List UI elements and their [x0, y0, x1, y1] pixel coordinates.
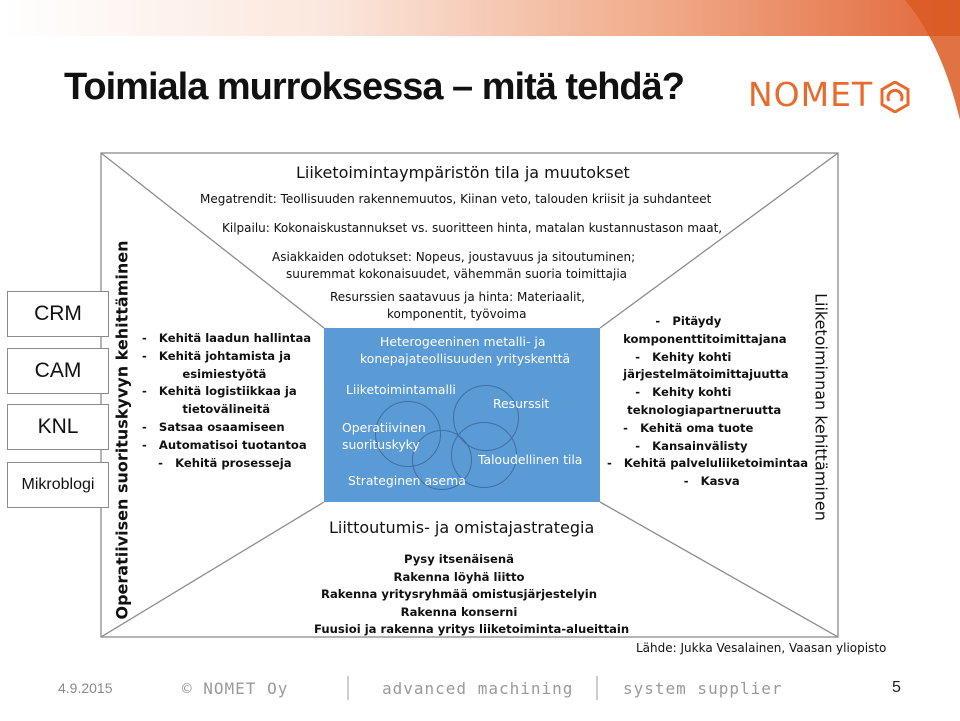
- resources-availability-line2: komponentit, työvoima: [387, 307, 527, 321]
- logo-wordmark: NOMET: [748, 75, 874, 114]
- page-number: 5: [892, 679, 901, 696]
- footer-tagline-machining: advanced machining: [382, 679, 574, 698]
- source-citation: Lähde: Jukka Vesalainen, Vaasan yliopisto: [636, 641, 887, 655]
- crm-box[interactable]: CRM: [7, 291, 109, 337]
- resources-label: Resurssit: [493, 396, 550, 411]
- industry-heading-line1: Heterogeeninen metalli- ja: [380, 334, 546, 349]
- op-perf-label-line1: Operatiivinen: [342, 420, 426, 435]
- list-item: järjestelmätoimittajuutta: [607, 367, 789, 382]
- cam-box[interactable]: CAM: [7, 348, 109, 394]
- list-item: Rakenna yritysryhmää omistusjärjestelyin: [321, 587, 597, 602]
- customer-expectations-line2: suuremmat kokonaisuudet, vähemmän suoria toimittajia: [286, 267, 628, 281]
- knl-box[interactable]: KNL: [7, 404, 109, 450]
- list-item: - Kehitä oma tuote: [607, 420, 754, 435]
- list-item: - Kansainvälisty: [607, 438, 748, 453]
- list-item: - Kehitä logistiikkaa ja: [142, 384, 297, 399]
- list-item: Rakenna konserni: [400, 604, 518, 619]
- industry-heading-line2: konepajateollisuuden yrityskenttä: [360, 351, 571, 366]
- list-item: Rakenna löyhä liitto: [393, 569, 525, 584]
- list-item: - Kehitä palveluliiketoimintaa: [607, 456, 809, 471]
- customer-expectations-line1: Asiakkaiden odotukset: Nopeus, joustavuus ja sitoutuminen;: [272, 250, 636, 264]
- list-item: - Automatisoi tuotantoa: [142, 437, 307, 452]
- list-item: Fuusioi ja rakenna yritys liiketoiminta-alueittain: [314, 622, 630, 637]
- list-item: - Kehity kohti: [607, 385, 732, 400]
- list-item: Pysy itsenäisenä: [404, 552, 514, 566]
- strategic-position-label: Strateginen asema: [348, 473, 466, 488]
- list-item: teknologiapartneruutta: [607, 402, 782, 417]
- list-item: esimiestyötä: [142, 366, 267, 381]
- list-item: - Satsaa osaamiseen: [142, 419, 285, 434]
- list-item: tietovälineitä: [142, 402, 271, 417]
- list-item: - Kasva: [607, 474, 740, 489]
- resources-availability-line1: Resurssien saatavuus ja hinta: Materiaalit,: [330, 290, 585, 304]
- operational-development-label: Operatiivisen suorituskyvyn kehittäminen: [112, 240, 132, 620]
- page-title: Toimiala murroksessa – mitä tehdä?: [64, 66, 684, 108]
- mikroblogi-box[interactable]: Mikroblogi: [7, 462, 109, 508]
- list-item: - Pitäydy: [607, 314, 722, 328]
- op-perf-label-line2: suorituskyky: [342, 437, 420, 452]
- footer-tagline-system: system supplier: [623, 679, 783, 698]
- financial-status-label: Taloudellinen tila: [478, 452, 583, 467]
- list-item: - Kehitä laadun hallintaa: [142, 331, 312, 345]
- list-item: - Kehitä johtamista ja: [142, 348, 291, 363]
- megatrends-text: Megatrendit: Teollisuuden rakennemuutos, Kiinan veto, talouden kriisit ja suhdanteet: [200, 192, 712, 206]
- list-item: - Kehitä prosesseja: [142, 455, 292, 470]
- footer-date: 4.9.2015: [58, 680, 113, 696]
- environment-heading: Liiketoimintaympäristön tila ja muutokset: [296, 163, 630, 182]
- business-model-label: Liiketoimintamalli: [346, 382, 456, 397]
- footer-copyright: © NOMET Oy: [182, 679, 289, 698]
- ownership-strategy-heading: Liittoutumis- ja omistajastrategia: [329, 518, 595, 537]
- list-item: - Kehity kohti: [607, 349, 732, 364]
- list-item: komponenttitoimittajana: [607, 331, 787, 346]
- business-development-label: Liiketoiminnan kehittäminen: [811, 293, 831, 521]
- competition-text: Kilpailu: Kokonaiskustannukset vs. suoritteen hinta, matalan kustannustason maat,: [222, 221, 723, 235]
